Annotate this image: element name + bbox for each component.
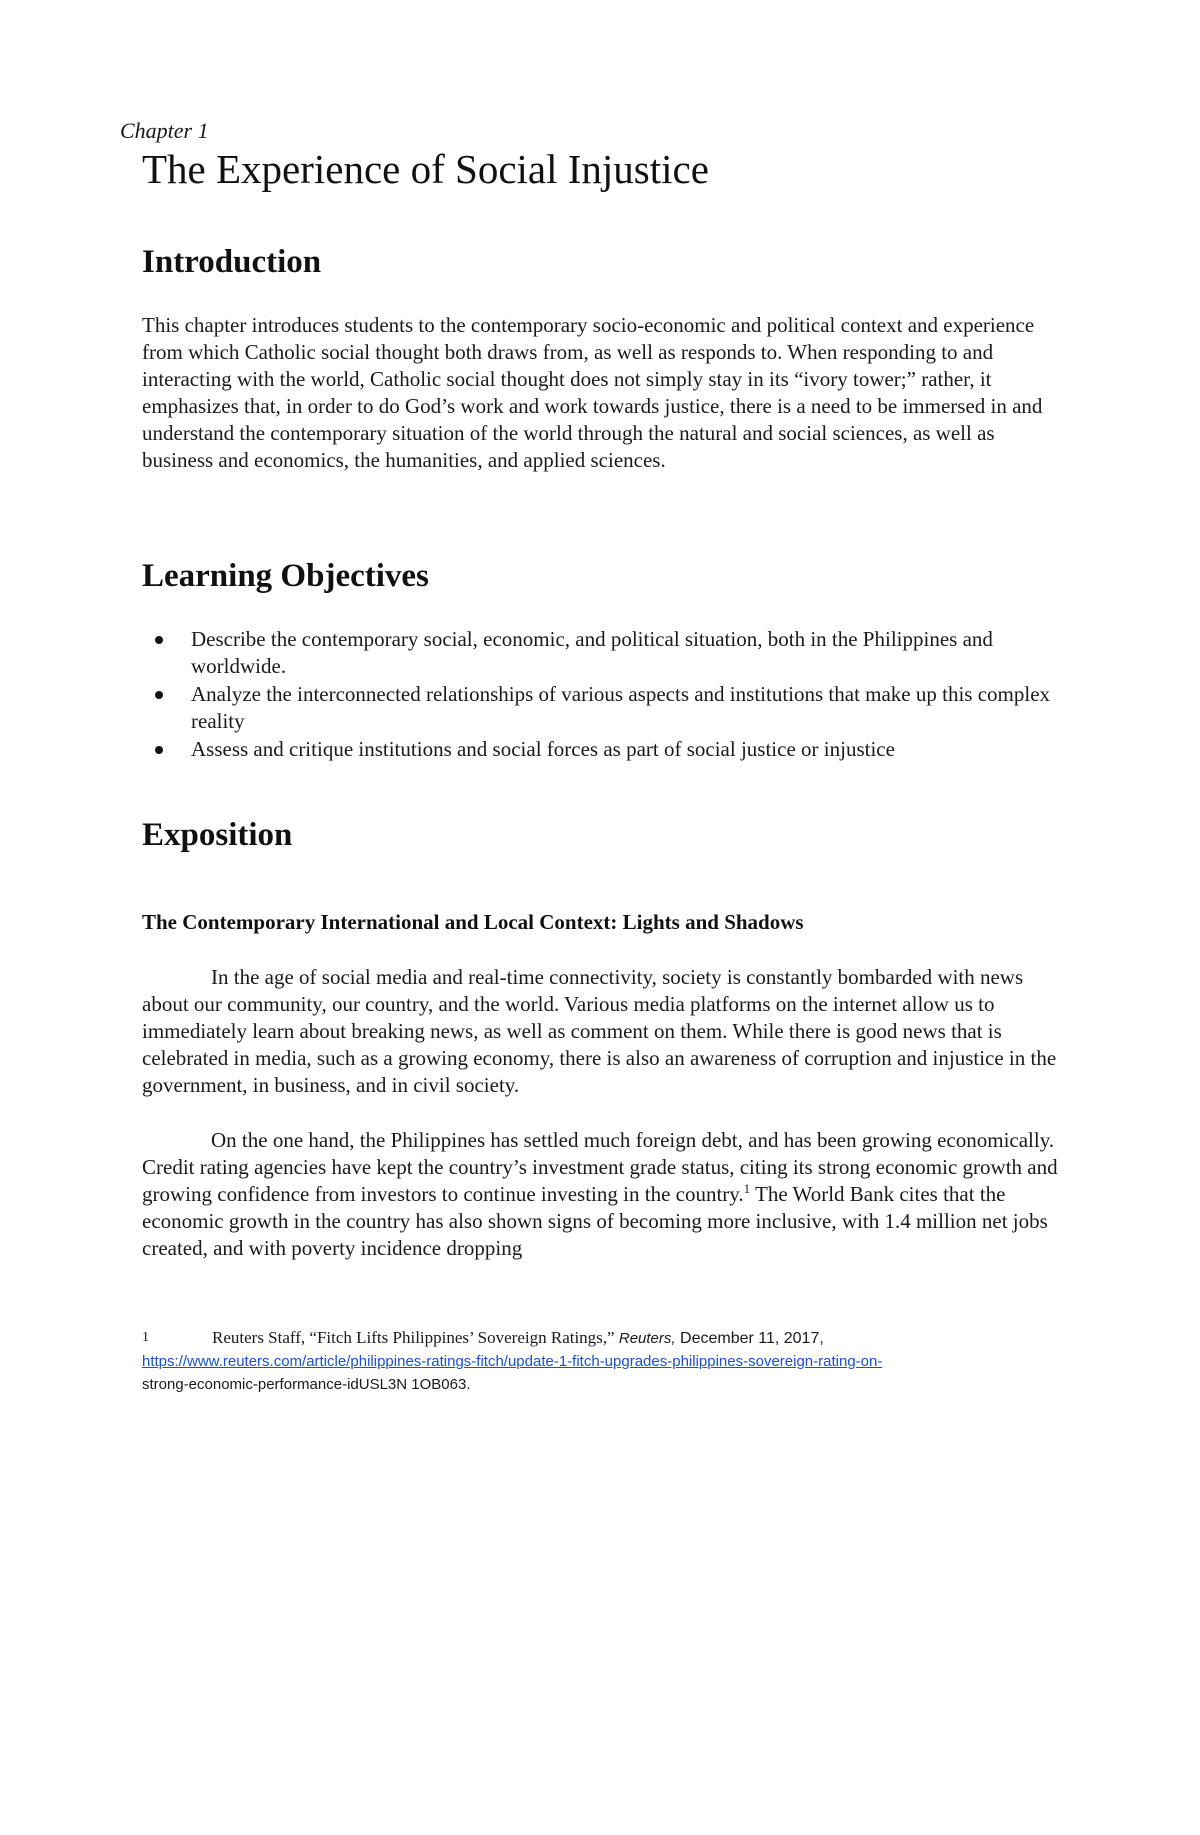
chapter-label: Chapter 1 bbox=[120, 118, 209, 143]
footnote-date: December 11, 2017, bbox=[675, 1330, 824, 1347]
footnote bbox=[142, 1326, 1062, 1396]
exposition-heading: Exposition bbox=[142, 817, 293, 853]
paragraph-text: On the one hand, the Philippines has settled much foreign debt, and has been growing economically. Credit rating agencies have kept the country’s investment grade status, citing its strong economic growth and growing confidence from investors to continue investing in the country. bbox=[142, 1128, 1058, 1206]
footnote-reference[interactable]: 1 bbox=[743, 1181, 751, 1196]
list-item bbox=[142, 626, 1062, 680]
bullet-icon bbox=[155, 746, 163, 754]
footnote-link[interactable]: https://www.reuters.com/article/philippines-ratings-fitch/update-1-fitch-upgrades-philippines-sovereign-rating-on- bbox=[142, 1353, 883, 1370]
introduction-paragraph: This chapter introduces students to the contemporary socio-economic and political context and experience from which Catholic social thought both draws from, as well as responds to. When responding to and interacting with the world, Catholic social thought does not simply stay in its “ivory tower;” rather, it emphasizes that, in order to do God’s work and work towards justice, there is a need to be immersed in and understand the contemporary situation of the world through the natural and social sciences, as well as business and economics, the humanities, and applied sciences. bbox=[142, 313, 1043, 472]
introduction-heading: Introduction bbox=[142, 244, 322, 280]
bullet-icon bbox=[155, 636, 163, 644]
objective-text: Describe the contemporary social, economic, and political situation, both in the Philippines and worldwide. bbox=[191, 627, 993, 678]
footnote-number: 1 bbox=[142, 1330, 149, 1345]
objective-text: Analyze the interconnected relationships of various aspects and institutions that make up this complex reality bbox=[191, 682, 1051, 733]
objective-text: Assess and critique institutions and social forces as part of social justice or injustice bbox=[191, 737, 895, 761]
exposition-subheading: The Contemporary International and Local Context: Lights and Shadows bbox=[142, 910, 804, 934]
paragraph-text: The World Bank cites that the economic growth in the country has also shown signs of becoming more inclusive, with 1.4 million net jobs created, and with poverty incidence dropping bbox=[142, 1182, 1048, 1260]
bullet-icon bbox=[155, 691, 163, 699]
learning-objectives-list bbox=[142, 626, 1062, 764]
chapter-title: The Experience of Social Injustice bbox=[142, 146, 709, 192]
learning-objectives-heading: Learning Objectives bbox=[142, 558, 429, 594]
footnote-link-continued: strong-economic-performance-idUSL3N 1OB063. bbox=[142, 1376, 471, 1393]
list-item bbox=[142, 736, 1062, 763]
list-item bbox=[142, 681, 1062, 735]
footnote-journal: Reuters, bbox=[618, 1330, 676, 1347]
footnote-citation: Reuters Staff, “Fitch Lifts Philippines’ Sovereign Ratings,” bbox=[212, 1328, 619, 1347]
footnote-text-block bbox=[142, 1326, 1062, 1350]
exposition-paragraph-2 bbox=[142, 1127, 1062, 1262]
exposition-paragraph-1: In the age of social media and real-time connectivity, society is constantly bombarded with news about our community, our country, and the world. Various media platforms on the internet allow us to immediately learn about breaking news, as well as comment on them. While there is good news that is celebrated in media, such as a growing economy, there is also an awareness of corruption and injustice in the government, in business, and in civil society. bbox=[142, 965, 1057, 1097]
